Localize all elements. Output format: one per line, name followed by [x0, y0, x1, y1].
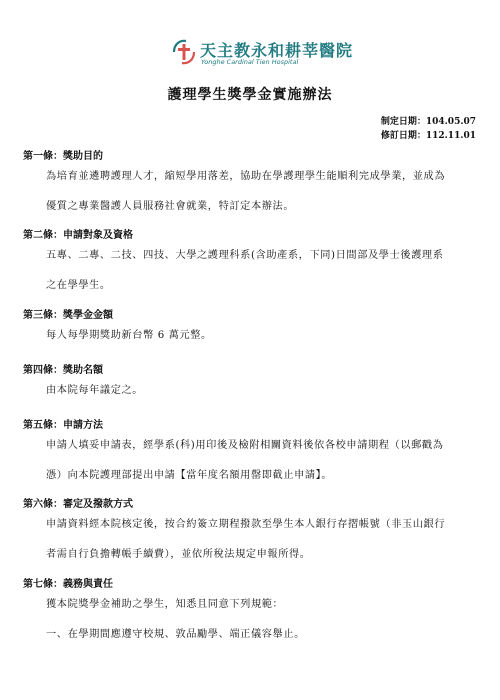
- article-5-body: [46, 431, 476, 491]
- article-1-heading: 第一條：獎助目的: [23, 151, 103, 162]
- article-7-heading: 第七條：義務與責任: [23, 579, 113, 590]
- revised-date: 修訂日期：112.11.01: [380, 131, 476, 141]
- article-line: 五專、二專、二技、四技、大學之護理科系(含助產系，下同)日間部及學士後護理系: [46, 250, 444, 261]
- article-2-body: [46, 241, 476, 301]
- article-4-body: [46, 376, 476, 406]
- article-6-body: [46, 510, 476, 570]
- document-dates: [381, 115, 476, 143]
- article-3-body: [46, 321, 476, 351]
- article-line: 由本院每年議定之。: [46, 385, 144, 396]
- article-6-heading: 第六條：審定及撥款方式: [23, 499, 133, 510]
- article-5-heading: 第五條：申請方法: [23, 420, 103, 431]
- article-line: 每人每學期獎助新台幣 6 萬元整。: [46, 330, 212, 341]
- article-line: 者需自行負擔轉帳手續費），並依所稅法規定申報所得。: [46, 549, 311, 560]
- article-4-heading: 第四條：獎助名額: [23, 365, 103, 376]
- article-2-heading: 第二條：申請對象及資格: [23, 230, 133, 241]
- hospital-logo: [0, 38, 500, 72]
- article-line: 一、在學期間應遵守校規、敦品勵學、端正儀容舉止。: [46, 629, 305, 640]
- article-line: 申請人填妥申請表，經學系(科)用印後及檢附相關資料後依各校申請期程（以郵戳為: [46, 440, 444, 451]
- article-line: 獲本院獎學金補助之學生，知悉且同意下列規範：: [46, 599, 284, 610]
- article-line: 憑）向本院護理部提出申請【當年度名額用罄即截止申請】。: [46, 470, 333, 481]
- hospital-cross-icon: [171, 38, 197, 66]
- article-line: 為培育並遴聘護理人才，縮短學用落差，協助在學護理學生能順利完成學業，並成為: [46, 171, 446, 182]
- logo-english-name: Yonghe Cardinal Tien Hospital: [201, 58, 299, 66]
- article-line: 之在學學生。: [46, 280, 111, 291]
- article-7-body: [46, 590, 476, 650]
- article-line: 申請資料經本院核定後，按合約簽立期程撥款至學生本人銀行存摺帳號（非玉山銀行: [46, 519, 446, 530]
- article-line: 優質之專業醫護人員服務社會就業，特訂定本辦法。: [46, 201, 295, 212]
- enacted-date: 制定日期：104.05.07: [380, 117, 476, 127]
- document-title: 護理學生獎學金實施辦法: [167, 87, 333, 103]
- article-3-heading: 第三條：獎學金金額: [23, 310, 113, 321]
- article-1-body: [46, 162, 476, 222]
- logo-hospital-name: 天主教永和耕莘醫院: [200, 41, 354, 60]
